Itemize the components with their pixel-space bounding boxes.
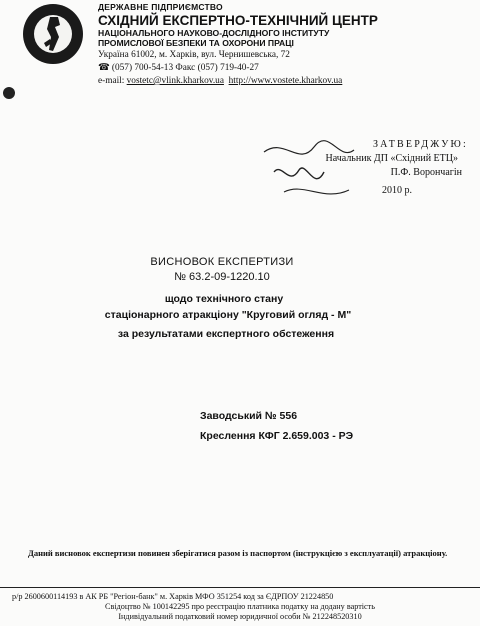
website-link[interactable]: http://www.vostete.kharkov.ua — [228, 76, 343, 86]
hole-punch-mark — [3, 87, 15, 99]
approval-position: Начальник ДП «Східний ЕТЦ» — [325, 153, 458, 164]
subject-line-1: щодо технічного стану — [164, 293, 284, 305]
org-contacts — [98, 76, 470, 87]
approval-name: П.Ф. Ворончагін — [390, 167, 462, 178]
org-address: Україна 61002, м. Харків, вул. Чернишевська, 72 — [98, 50, 290, 60]
letterhead — [98, 2, 470, 87]
approval-title: ЗАТВЕРДЖУЮ: — [372, 139, 468, 150]
factory-number: Заводський № 556 — [200, 410, 298, 422]
email-label: e-mail: — [98, 76, 127, 86]
storage-note: Даний висновок експертизи повинен зберігатися разом із паспортом (інструкцією з експлуатації) атракціону. — [28, 548, 448, 558]
org-name: СХІДНИЙ ЕКСПЕРТНО-ТЕХНІЧНИЙ ЦЕНТР — [98, 13, 378, 28]
org-affiliation-1: НАЦІОНАЛЬНОГО НАУКОВО-ДОСЛІДНОГО ІНСТИТУТУ — [98, 28, 330, 38]
vat-certificate: Свідоцтво № 100142295 про реєстрацію платника податку на додану вартість — [105, 602, 375, 611]
subject-line-3: за результатами експертного обстеження — [117, 328, 335, 340]
approval-date: 2010 р. — [382, 185, 412, 196]
bank-account: р/р 2600600114193 в АК РБ "Регіон-банк" м. Харків МФО 351254 код за ЄДРПОУ 21224850 — [12, 592, 334, 601]
approval-block — [248, 138, 468, 198]
tax-number: Індивідуальний податковий номер юридичної особи № 212248520310 — [118, 612, 362, 621]
drawing-number: Креслення КФГ 2.659.003 - РЭ — [200, 430, 354, 442]
org-affiliation-2: ПРОМИСЛОВОЇ БЕЗПЕКИ ТА ОХОРОНИ ПРАЦІ — [98, 38, 294, 48]
footer-divider — [0, 587, 480, 588]
org-phone: ☎ (057) 700-54-13 Факс (057) 719-40-27 — [98, 63, 259, 73]
stamp-logo-icon — [22, 3, 84, 65]
conclusion-number: № 63.2-09-1220.10 — [174, 271, 270, 283]
org-type: ДЕРЖАВНЕ ПІДПРИЄМСТВО — [98, 2, 223, 12]
conclusion-title: ВИСНОВОК ЕКСПЕРТИЗИ — [150, 256, 294, 268]
email-link[interactable]: vostetc@vlink.kharkov.ua — [126, 76, 224, 86]
subject-line-2: стаціонарного атракціону "Круговий огляд - М" — [104, 309, 352, 321]
bank-details — [10, 592, 470, 622]
